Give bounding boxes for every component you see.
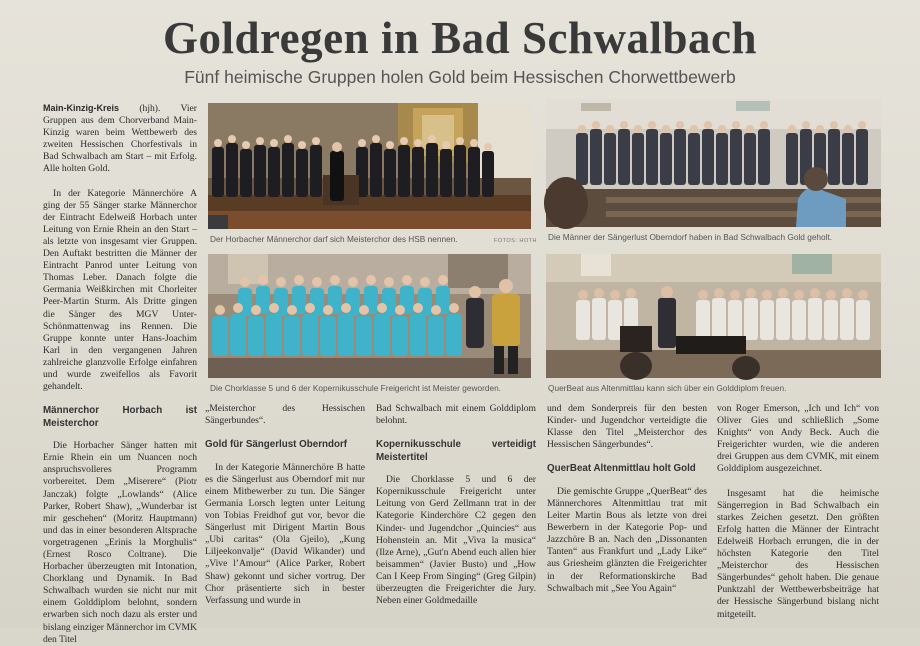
article-column-3 — [376, 403, 536, 628]
dateline: Main-Kinzig-Kreis — [43, 103, 120, 113]
article-column-2 — [205, 403, 365, 628]
paragraph: In der Kategorie Männerchöre A ging der 55 Sänger starke Männerchor der Eintracht Edelweiß Horbach unter Leitung von Ernie Rhein an den Start – als letzte von insgesamt vier Gruppen. Den Auftakt bestritten die Männer der Eintracht Panrod unter Leitung von Thomas Leber. Danach folgte die Germania Weißkirchen mit Chorleiter Peer-Martin Sturm. Als Dritte gingen die Sänger des MGV Unter-Schönmattenwag ins Rennen. Die Gruppe konnte unter Hans-Joachim Karl in den vergangenen Jahren zahlreiche glanzvolle Erfolge einfahren und wurde zweifellos als Favorit gehandelt. — [43, 187, 197, 393]
paragraph: und dem Sonderpreis für den besten Kinder- und Jugendchor verteidigte die Klasse den Titel „Meisterchor des Hessischen Sängerbundes“. — [547, 403, 707, 451]
headline: Goldregen in Bad Schwalbach — [162, 13, 758, 63]
photo-horbach-choir — [208, 103, 531, 229]
paragraph: Die Horbacher Sänger hatten mit Ernie Rhein ein um Nuancen noch anspruchsvolleres Programm vorbereitet. Dem „Miserere“ (Piotr Janczak) folgte „Lowlands“ (Alice Parker, Robert Shaw), „Wunderbar ist mir geschehen“ (Moritz Hauptmann) und das in einer besonderen Altsprache vorgetragenen „Erinis la Morghulis“ (Ernest Rosco Coltrane). Die Horbacher überzeugten mit Intonation, Chorklang und Dynamik. In Bad Schwalbach wurden sie nicht nur mit einem Golddiplom belohnt, sondern erwarben sich noch dazu als erster und bislang einziger Männerchor im CVMK den Titel — [43, 440, 197, 645]
photo-caption: Die Männer der Sängerlust Oberndorf haben in Bad Schwalbach Gold geholt. — [548, 232, 833, 242]
subheadline: Fünf heimische Gruppen holen Gold beim Hessischen Chorwettbewerb — [184, 67, 736, 87]
paragraph: Bad Schwalbach mit einem Golddiplom belohnt. — [376, 403, 536, 427]
paragraph: Die gemischte Gruppe „QuerBeat“ des Männerchores Altenmittlau trat mit Leiter Martin Bous als letzte von drei Bewerbern in der Kategorie Pop- und Jazzchöre B an. Nach den „Dissonanten Tanten“ aus Frankfurt und „Lady Like“ aus Griesheim glänzten die Freigerichter in der Reformationskirche Bad Schwalbach mit „See You Again“ — [547, 485, 707, 594]
photo-oberndorf-choir — [546, 99, 881, 227]
article-column-4 — [547, 403, 707, 628]
paragraph — [43, 102, 197, 176]
subheading: Kopernikusschule verteidigt Meistertitel — [376, 439, 536, 463]
article-column-1 — [43, 102, 197, 645]
paragraph: In der Kategorie Männerchöre B hatte es die Sängerlust aus Oberndorf mit nur einem Mitbewerber zu tun. Die Sänger Germania Lorsch legten unter Leitung von Tobias Freidhof gut vor, bevor die Sängerlust mit Dirigent Martin Bous „Ubi caritas“ (Ola Gjeilo), „Kung Liljeekonvalje“ (David Wikander) und „Vive l’Amour“ (Alice Parker, Robert Shaw) gekonnt und sicher vortrug. Der Chor präsentierte sich in bester Verfassung und wurde in — [205, 461, 365, 606]
photo-caption: QuerBeat aus Altenmittlau kann sich über ein Golddiplom freuen. — [548, 383, 787, 393]
photo-credit: FOTOS: HOTH — [494, 238, 537, 244]
paragraph: „Meisterchor des Hessischen Sängerbundes“. — [205, 403, 365, 427]
subheading: Gold für Sängerlust Oberndorf — [205, 439, 348, 451]
subheading: QuerBeat Altenmittlau holt Gold — [547, 463, 696, 475]
paragraph: Insgesamt hat die heimische Sängerregion in Bad Schwalbach ein starkes Zeichen gesetzt. Den größten Erfolg hatten die Männer der Eintracht Edelweiß Horbach errungen, die in der höchsten Kategorie den Titel „Meisterchor des Hessischen Sängerbundes“ geholt haben. Die genaue Punktzahl der Wettbewerbsbeiträge hat der Hessische Sängerbund bislang nicht mitgeteilt. — [717, 487, 879, 620]
photo-querbeat — [546, 254, 881, 378]
subheading: Männerchor Horbach ist Meisterchor — [43, 405, 197, 429]
photo-kopernikusschule — [208, 254, 531, 378]
article-column-5 — [717, 403, 879, 628]
paragraph: Die Chorklasse 5 und 6 der Kopernikusschule Freigericht unter Leitung von Gerd Zellmann trat in der Kategorie Kinderchöre C2 gegen den Kinder- und Jugendchor „Quincies“ aus Hohenstein an. Mit „Viva la musica“ (Ilze Arne), „Gut'n Abend euch allen hier beisammen“ (Javier Busto) und „How Can I Keep From Singing“ (Greg Gilpin) überzeugten die Freigerichter die Jury. Neben einer Goldmedaille — [376, 474, 536, 607]
photo-caption: Die Chorklasse 5 und 6 der Kopernikusschule Freigericht ist Meister geworden. — [210, 383, 501, 393]
paragraph: von Roger Emerson, „Ich und Ich“ von Oliver Gies und schließlich „Some Knights“ von Andy Beck. Auch die Freigerichter wurden, wie die anderen drei Gruppen aus dem CVMK, mit einem Golddiplom ausgezeichnet. — [717, 403, 879, 475]
photo-caption: Der Horbacher Männerchor darf sich Meisterchor des HSB nennen. — [210, 234, 458, 244]
paragraph-text: (hjh). Vier Gruppen aus dem Chorverband Main-Kinzig waren beim Wettbewerb des zweiten Hessischen Chorfestivals in Bad Schwalbach am Start – mit Erfolg. Alle holten Gold. — [43, 103, 197, 175]
